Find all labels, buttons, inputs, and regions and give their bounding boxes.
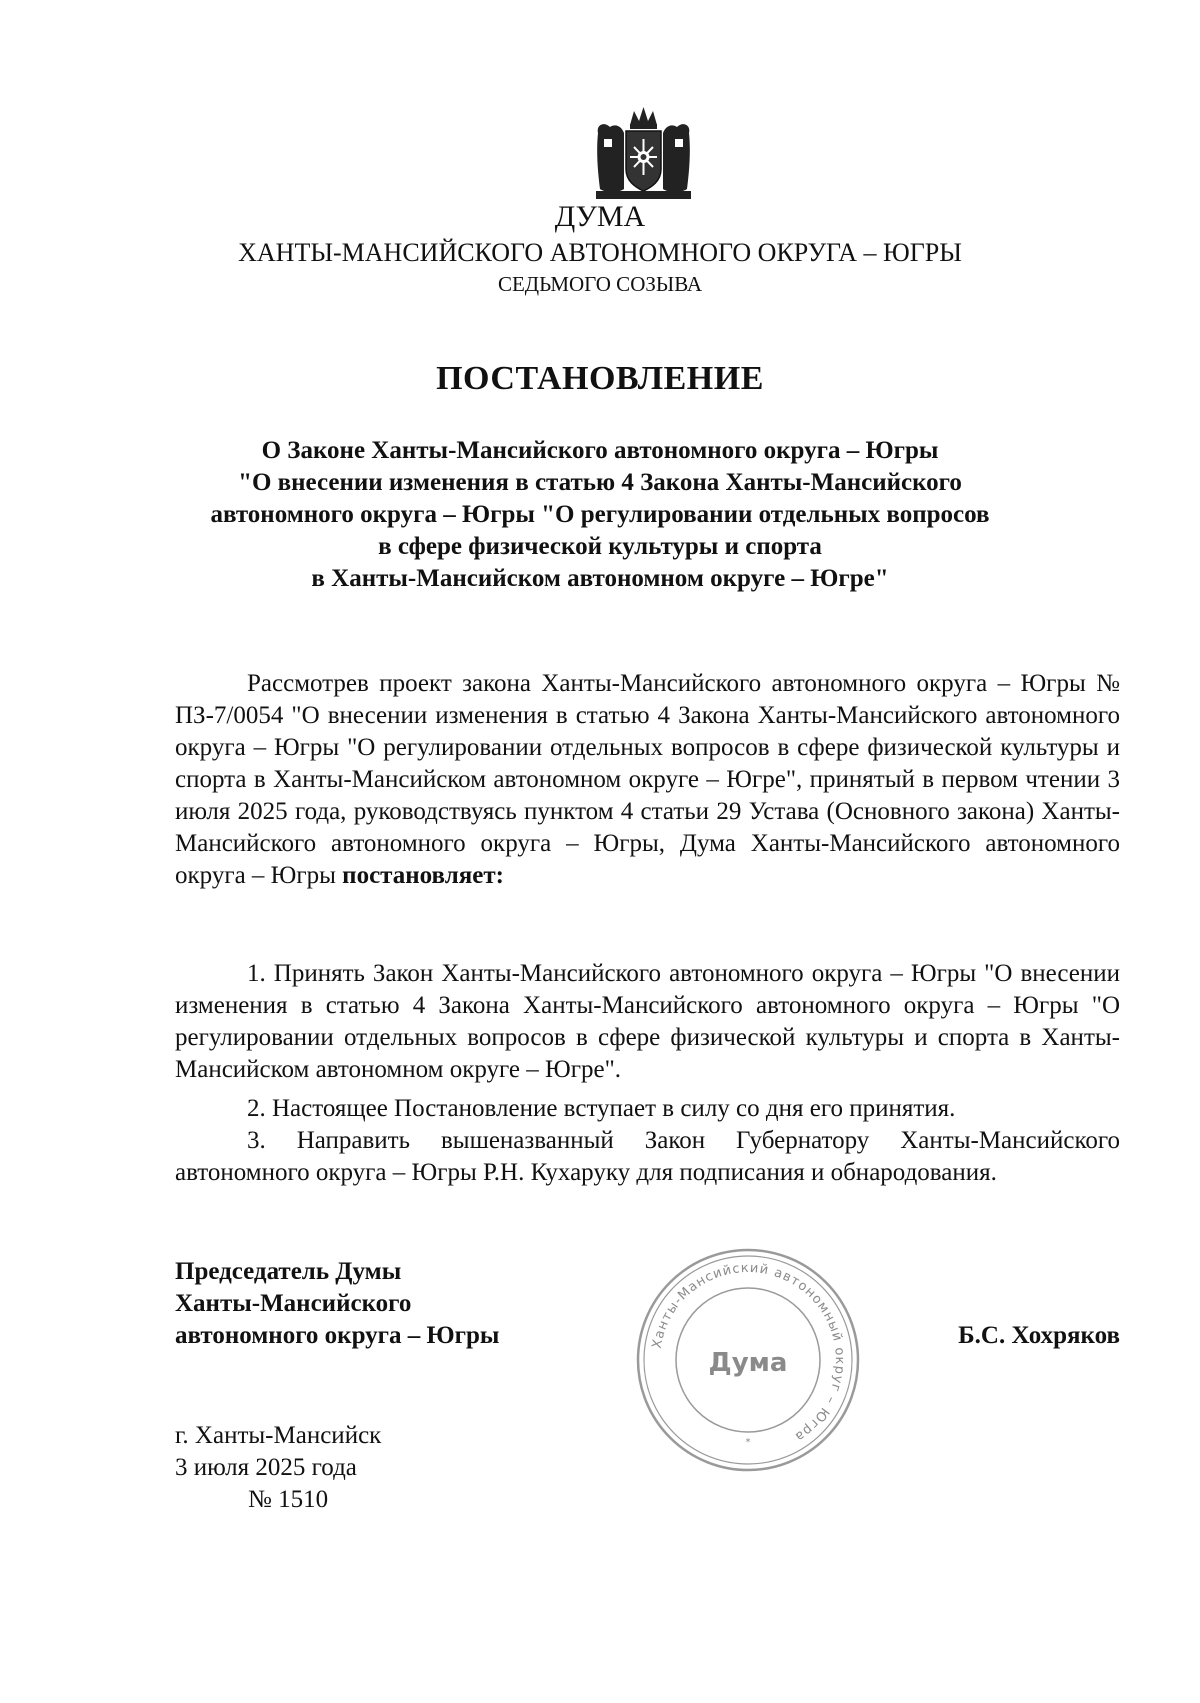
- signatory-name: Б.С. Хохряков: [958, 1322, 1120, 1349]
- subject-line: "О внесении изменения в статью 4 Закона Ханты-Мансийского: [238, 469, 962, 496]
- subject-line: О Законе Ханты-Мансийского автономного округа – Югры: [261, 437, 939, 464]
- resolution-item: 3. Направить вышеназванный Закон Губернатору Ханты-Мансийского автономного округа – Югры Р.Н. Кухаруку для подписания и обнародования.: [175, 1127, 1120, 1186]
- issue-date: 3 июля 2025 года: [175, 1454, 357, 1481]
- org-convocation: СЕДЬМОГО СОЗЫВА: [497, 272, 703, 296]
- subject-line: в Ханты-Мансийском автономном округе – Югре": [311, 565, 889, 592]
- signatory-title: [175, 1256, 499, 1352]
- subject-line: автономного округа – Югры "О регулировании отдельных вопросов: [210, 501, 990, 528]
- preamble-text: Рассмотрев проект закона Ханты-Мансийского автономного округа – Югры № ПЗ-7/0054 "О внесении изменения в статью 4 Закона Ханты-Мансийского автономного округа – Югры "О регулировании отдельных вопросов в сфере физической культуры и спорта в Ханты-Мансийском автономном округе – Югре", принятый в первом чтении 3 июля 2025 года, руководствуясь пунктом 4 статьи 29 Устава (Основного закона) Ханты-Мансийского автономного округа – Югры, Дума Ханты-Мансийского автономного округа – Югры: [175, 670, 1120, 889]
- issue-place-date: [175, 1420, 381, 1484]
- coat-of-arms-icon: [590, 103, 697, 203]
- resolution-item: 1. Принять Закон Ханты-Мансийского автономного округа – Югры "О внесении изменения в статью 4 Закона Ханты-Мансийского автономного округа – Югры "О регулировании отдельных вопросов в сфере физической культуры и спорта в Ханты-Мансийском автономном округе – Югре".: [175, 960, 1120, 1083]
- stamp-ring-text: Ханты-Мансийский автономный округ – Югра: [649, 1260, 848, 1445]
- svg-text:*: *: [745, 1437, 751, 1448]
- issue-city: г. Ханты-Мансийск: [175, 1422, 382, 1449]
- org-region: ХАНТЫ-МАНСИЙСКОГО АВТОНОМНОГО ОКРУГА – ЮГРЫ: [238, 238, 962, 267]
- seal-stamp-icon: [633, 1245, 863, 1475]
- preamble-paragraph: [175, 668, 1120, 892]
- stamp-center-text: Дума: [708, 1348, 788, 1378]
- document-type: ПОСТАНОВЛЕНИЕ: [436, 360, 764, 397]
- resolution-item: 2. Настоящее Постановление вступает в силу со дня его принятия.: [247, 1095, 956, 1122]
- signatory-title-line: Ханты-Мансийского: [175, 1290, 412, 1317]
- signatory-title-line: автономного округа – Югры: [175, 1322, 500, 1349]
- subject-line: в сфере физической культуры и спорта: [378, 533, 822, 560]
- document-subject: [150, 435, 1050, 595]
- org-name: ДУМА: [554, 200, 646, 233]
- preamble-emphasis: постановляет:: [342, 862, 504, 889]
- signatory-title-line: Председатель Думы: [175, 1258, 402, 1285]
- document-number: № 1510: [248, 1486, 329, 1513]
